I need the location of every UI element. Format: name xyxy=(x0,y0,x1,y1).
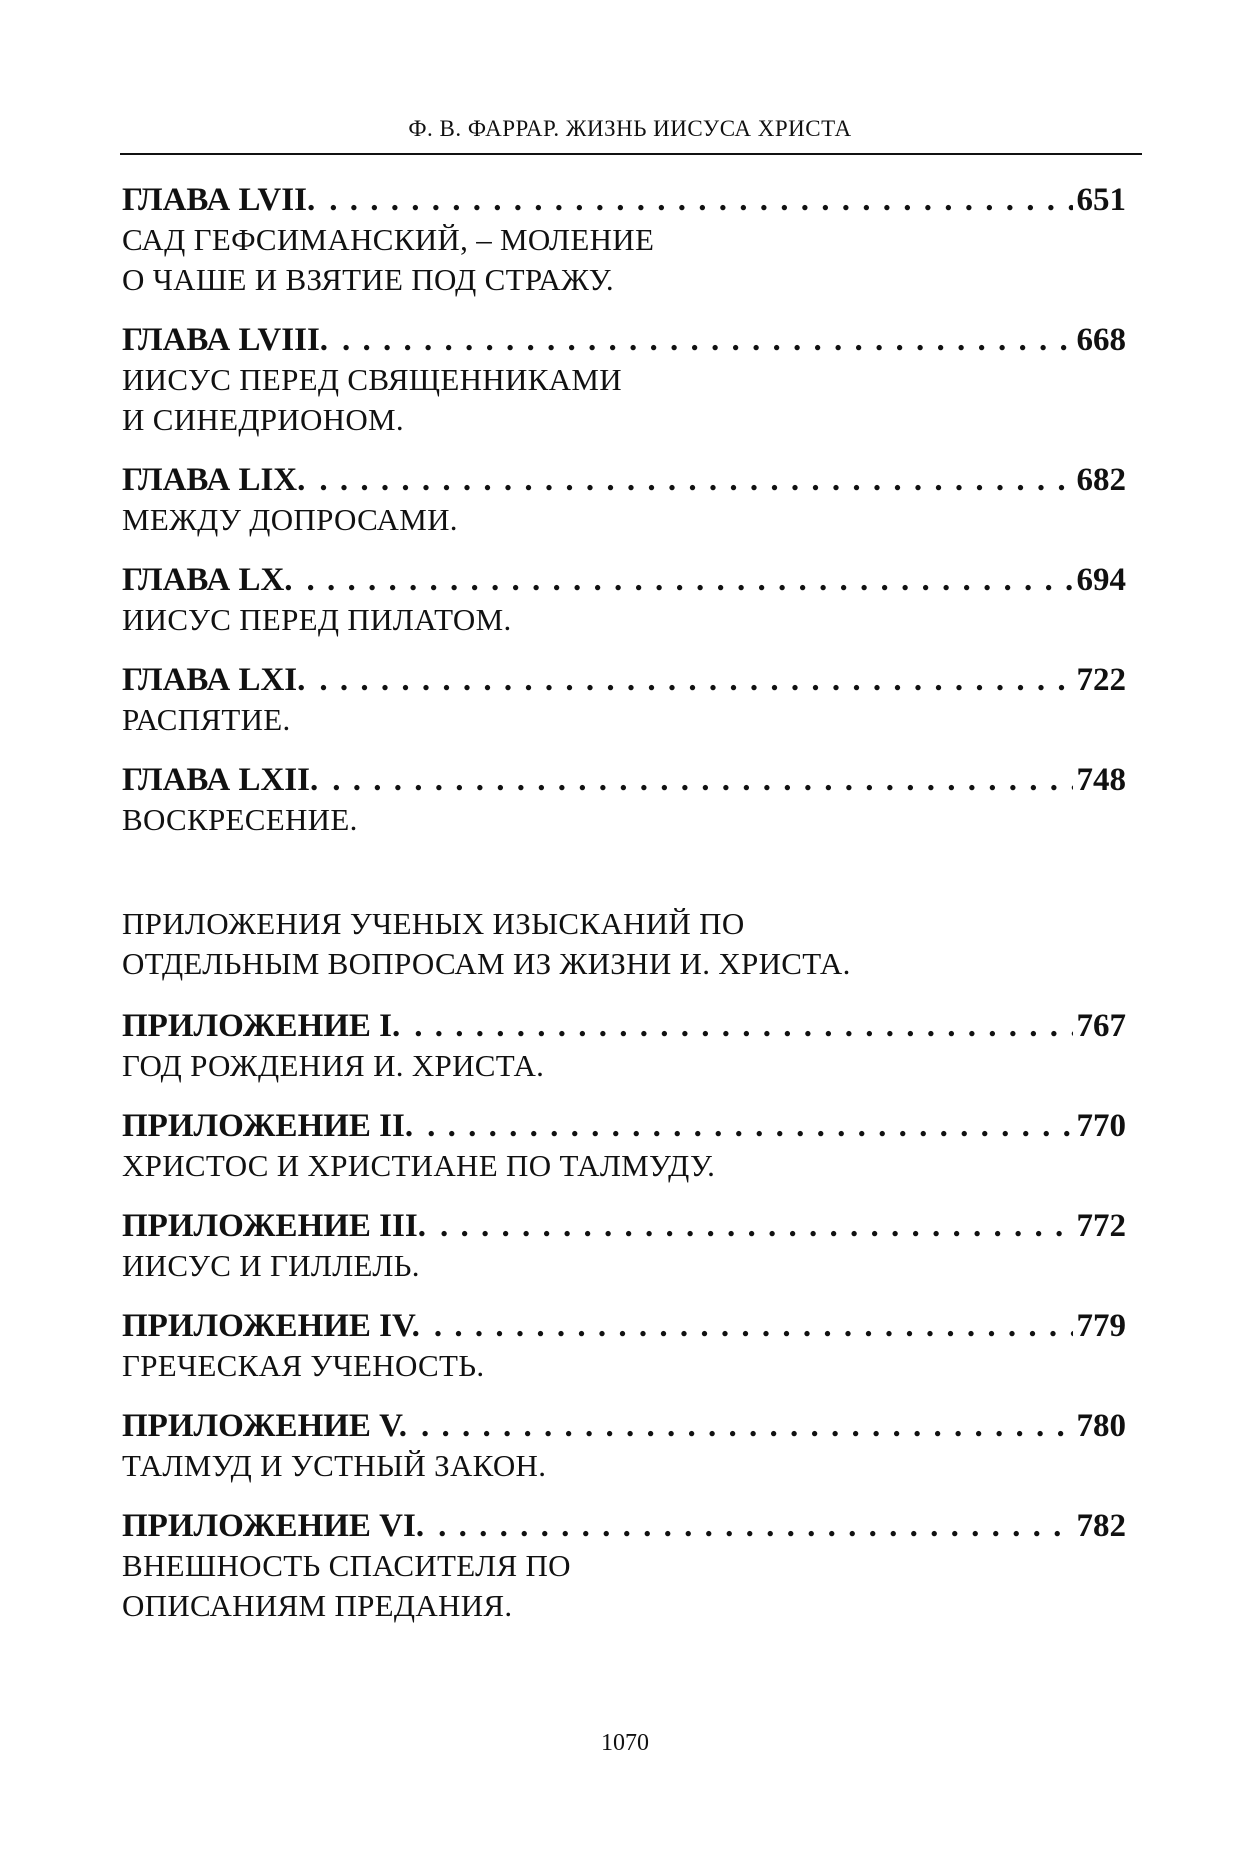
entry-page-number: 694 xyxy=(1076,562,1126,598)
entry-page-number: 748 xyxy=(1076,762,1126,798)
header-rule xyxy=(120,153,1142,155)
dot-leader xyxy=(329,180,1072,220)
toc-entry-heading xyxy=(122,660,1126,700)
entry-title: ГЛАВА LIX. xyxy=(122,462,306,498)
dot-leader xyxy=(421,1406,1073,1446)
toc-entry-heading xyxy=(122,1506,1126,1546)
entry-subtitle: ВОСКРЕСЕНИЕ. xyxy=(122,802,358,837)
entry-page-number: 767 xyxy=(1076,1008,1126,1044)
entry-title: ГЛАВА LVII. xyxy=(122,182,316,218)
toc-entry-heading xyxy=(122,1106,1126,1146)
toc-entry-chapter-61[interactable] xyxy=(122,660,1126,740)
running-head: Ф. В. ФАРРАР. ЖИЗНЬ ИИСУСА ХРИСТА xyxy=(408,116,852,141)
toc-entry-appendix-3[interactable] xyxy=(122,1206,1126,1286)
toc-entry-appendix-5[interactable] xyxy=(122,1406,1126,1486)
entry-title: ГЛАВА LXI. xyxy=(122,662,306,698)
entry-page-number: 782 xyxy=(1076,1508,1126,1544)
toc-entry-heading xyxy=(122,460,1126,500)
entry-page-number: 668 xyxy=(1076,322,1126,358)
entry-title: ПРИЛОЖЕНИЕ IV. xyxy=(122,1308,420,1344)
entry-subtitle: САД ГЕФСИМАНСКИЙ, – МОЛЕНИЕ О ЧАШЕ И ВЗЯТИЕ ПОД СТРАЖУ. xyxy=(122,222,655,297)
entry-title: ПРИЛОЖЕНИЕ I. xyxy=(122,1008,401,1044)
section-spacer xyxy=(122,840,1126,904)
entry-page-number: 780 xyxy=(1076,1408,1126,1444)
dot-leader xyxy=(414,1006,1072,1046)
toc-entry-chapter-57[interactable] xyxy=(122,180,1126,300)
entry-title: ПРИЛОЖЕНИЕ III. xyxy=(122,1208,426,1244)
toc-entry-heading xyxy=(122,1206,1126,1246)
dot-leader xyxy=(342,320,1072,360)
entry-page-number: 722 xyxy=(1076,662,1126,698)
entry-subtitle: ИИСУС И ГИЛЛЕЛЬ. xyxy=(122,1248,420,1283)
toc-entry-appendix-4[interactable] xyxy=(122,1306,1126,1386)
entry-subtitle: ТАЛМУД И УСТНЫЙ ЗАКОН. xyxy=(122,1448,547,1483)
entry-subtitle: ИИСУС ПЕРЕД ПИЛАТОМ. xyxy=(122,602,512,637)
entry-subtitle: РАСПЯТИЕ. xyxy=(122,702,291,737)
toc-entry-chapter-60[interactable] xyxy=(122,560,1126,640)
table-of-contents xyxy=(122,180,1126,1626)
entry-page-number: 772 xyxy=(1076,1208,1126,1244)
toc-entry-heading xyxy=(122,1406,1126,1446)
dot-leader xyxy=(319,660,1072,700)
toc-entry-chapter-58[interactable] xyxy=(122,320,1126,440)
entry-title: ГЛАВА LVIII. xyxy=(122,322,329,358)
toc-entry-heading xyxy=(122,1306,1126,1346)
entry-page-number: 682 xyxy=(1076,462,1126,498)
dot-leader xyxy=(319,460,1072,500)
entry-page-number: 779 xyxy=(1076,1308,1126,1344)
dot-leader xyxy=(434,1306,1073,1346)
appendix-section-heading: ПРИЛОЖЕНИЯ УЧЕНЫХ ИЗЫСКАНИЙ ПО ОТДЕЛЬНЫМ ВОПРОСАМ ИЗ ЖИЗНИ И. ХРИСТА. xyxy=(122,906,851,981)
entry-subtitle: МЕЖДУ ДОПРОСАМИ. xyxy=(122,502,458,537)
toc-entry-appendix-1[interactable] xyxy=(122,1006,1126,1086)
toc-entry-appendix-6[interactable] xyxy=(122,1506,1126,1626)
page-number: 1070 xyxy=(601,1730,649,1756)
entry-title: ПРИЛОЖЕНИЕ VI. xyxy=(122,1508,425,1544)
entry-subtitle: ВНЕШНОСТЬ СПАСИТЕЛЯ ПО ОПИСАНИЯМ ПРЕДАНИЯ. xyxy=(122,1548,571,1623)
dot-leader xyxy=(307,560,1073,600)
dot-leader xyxy=(438,1506,1072,1546)
toc-entry-chapter-62[interactable] xyxy=(122,760,1126,840)
toc-entry-heading xyxy=(122,760,1126,800)
dot-leader xyxy=(440,1206,1073,1246)
entry-subtitle: ГРЕЧЕСКАЯ УЧЕНОСТЬ. xyxy=(122,1348,485,1383)
toc-entry-chapter-59[interactable] xyxy=(122,460,1126,540)
entry-subtitle: ИИСУС ПЕРЕД СВЯЩЕННИКАМИ И СИНЕДРИОНОМ. xyxy=(122,362,622,437)
dot-leader xyxy=(427,1106,1072,1146)
entry-page-number: 770 xyxy=(1076,1108,1126,1144)
toc-entry-heading xyxy=(122,320,1126,360)
dot-leader xyxy=(332,760,1072,800)
entry-title: ПРИЛОЖЕНИЕ V. xyxy=(122,1408,407,1444)
entry-subtitle: ХРИСТОС И ХРИСТИАНЕ ПО ТАЛМУДУ. xyxy=(122,1148,716,1183)
entry-page-number: 651 xyxy=(1076,182,1126,218)
toc-entry-heading xyxy=(122,1006,1126,1046)
entry-title: ГЛАВА LXII. xyxy=(122,762,319,798)
toc-entry-heading xyxy=(122,560,1126,600)
toc-entry-appendix-2[interactable] xyxy=(122,1106,1126,1186)
entry-title: ПРИЛОЖЕНИЕ II. xyxy=(122,1108,414,1144)
entry-title: ГЛАВА LX. xyxy=(122,562,293,598)
toc-entry-heading xyxy=(122,180,1126,220)
entry-subtitle: ГОД РОЖДЕНИЯ И. ХРИСТА. xyxy=(122,1048,545,1083)
